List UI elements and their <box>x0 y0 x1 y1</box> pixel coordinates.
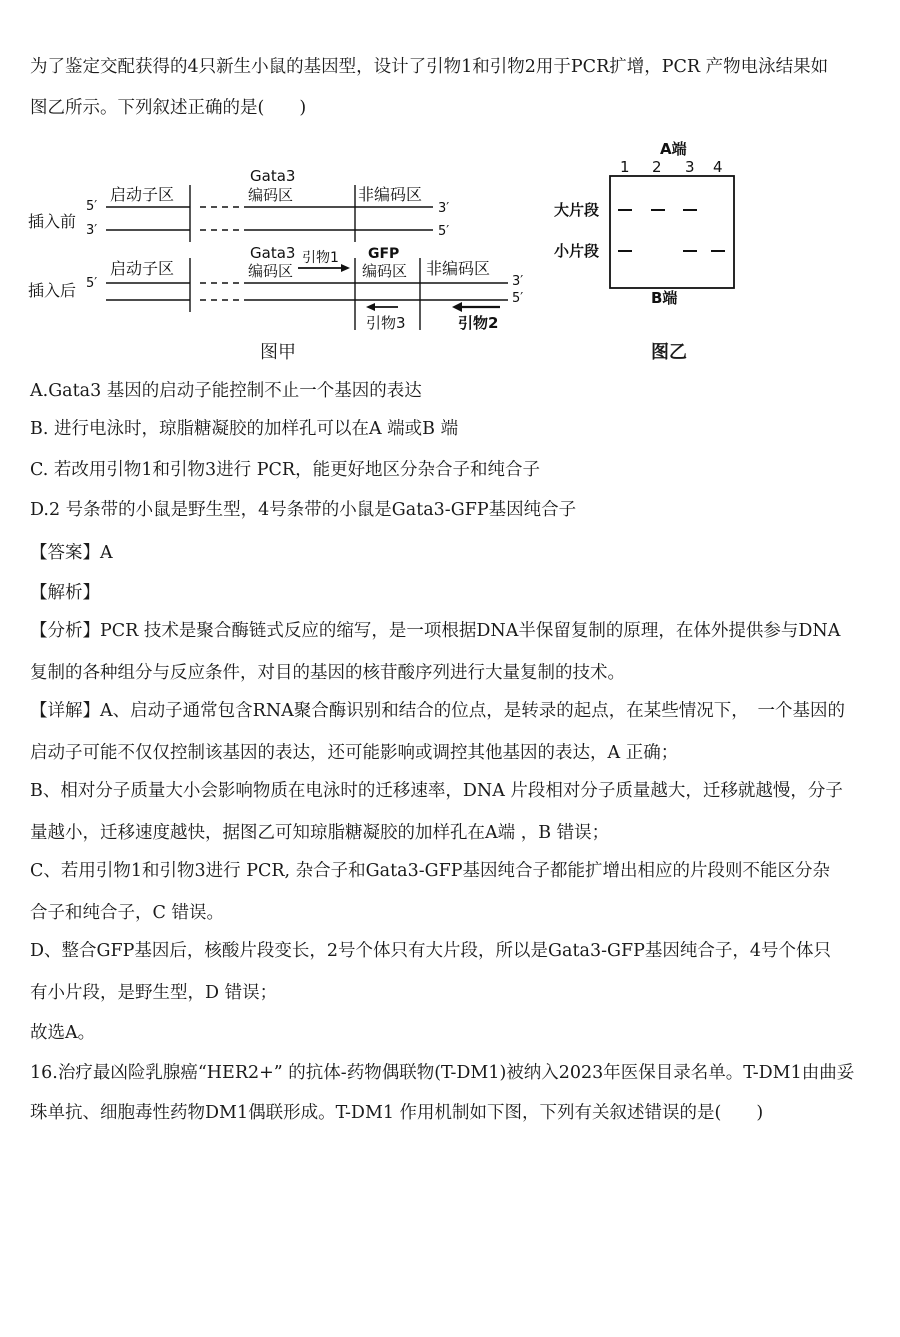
explanation-line-10: 有小片段，是野生型，D 错误； <box>30 983 278 1003</box>
answer-line: 【答案】A <box>30 543 113 563</box>
next-question-line-2: 珠单抗、细胞毒性药物DM1偶联形成。T-DM1 作用机制如下图，下列有关叙述错误的是( ) <box>30 1103 764 1123</box>
option-c: C. 若改用引物1和引物3进行 PCR，能更好地区分杂合子和纯合子 <box>30 460 541 480</box>
gata3-label-before-1: Gata3 <box>250 167 296 185</box>
explanation-line-3: 【详解】A、启动子通常包含RNA聚合酶识别和结合的位点，是转录的起点，在某些情况下， 一个基因的 <box>30 701 846 721</box>
five-prime-after-bottom: 5′ <box>512 291 524 306</box>
gfp-label-1: GFP <box>368 246 400 262</box>
explanation-line-8: 合子和纯合子，C 错误。 <box>30 903 224 923</box>
gata3-label-before-2: 编码区 <box>248 186 294 204</box>
promoter-label-after: 启动子区 <box>110 259 175 278</box>
primer3-label: 引物3 <box>366 314 406 332</box>
gel-top-label: A端 <box>660 140 687 158</box>
option-b: B. 进行电泳时，琼脂糖凝胶的加样孔可以在A 端或B 端 <box>30 419 459 439</box>
before-label: 插入前 <box>28 212 77 231</box>
noncoding-label-before: 非编码区 <box>358 185 423 204</box>
figure-a-caption: 图甲 <box>260 342 296 363</box>
three-prime-before-bottom: 3′ <box>86 223 98 238</box>
lane-1-label: 1 <box>620 158 630 176</box>
explanation-line-9: D、整合GFP基因后，核酸片段变长，2号个体只有大片段，所以是Gata3-GFP基因纯合子，4号个体只 <box>30 941 832 961</box>
explanation-line-6: 量越小，迁移速度越快，据图乙可知琼脂糖凝胶的加样孔在A端 ，B 错误； <box>30 823 610 843</box>
three-prime-before-top: 3′ <box>438 201 450 216</box>
explanation-line-5: B、相对分子质量大小会影响物质在电泳时的迁移速率，DNA 片段相对分子质量越大，迁移就越慢，分子 <box>30 781 843 801</box>
explanation-line-1: 【分析】PCR 技术是聚合酶链式反应的缩写，是一项根据DNA半保留复制的原理，在体外提供参与DNA <box>30 621 841 641</box>
explanation-line-7: C、若用引物1和引物3进行 PCR, 杂合子和Gata3-GFP基因纯合子都能扩增出相应的片段则不能区分杂 <box>30 861 831 881</box>
question-line-1: 为了鉴定交配获得的4只新生小鼠的基因型，设计了引物1和引物2用于PCR扩增，PCR 产物电泳结果如 <box>30 57 829 77</box>
lane-4-label: 4 <box>713 158 723 176</box>
primer1-label: 引物1 <box>302 250 339 266</box>
promoter-label-before: 启动子区 <box>110 185 175 204</box>
gata3-label-after-1: Gata3 <box>250 244 296 262</box>
noncoding-label-after: 非编码区 <box>426 259 491 278</box>
figure-b-caption: 图乙 <box>651 342 687 363</box>
option-a: A.Gata3 基因的启动子能控制不止一个基因的表达 <box>30 381 422 401</box>
question-line-2: 图乙所示。下列叙述正确的是( ) <box>30 98 307 118</box>
after-label: 插入后 <box>28 281 77 300</box>
big-fragment-label: 大片段 <box>554 201 600 219</box>
five-prime-after-top: 5′ <box>86 276 98 291</box>
small-fragment-label: 小片段 <box>554 242 600 260</box>
gata3-label-after-2: 编码区 <box>248 262 294 280</box>
five-prime-before-bottom: 5′ <box>438 224 450 239</box>
option-d: D.2 号条带的小鼠是野生型，4号条带的小鼠是Gata3-GFP基因纯合子 <box>30 500 577 520</box>
lane-2-label: 2 <box>652 158 662 176</box>
three-prime-after-top: 3′ <box>512 274 524 289</box>
lane-3-label: 3 <box>685 158 695 176</box>
figure-b-gel <box>548 138 748 318</box>
next-question-line-1: 16.治疗最凶险乳腺癌“HER2+” 的抗体-药物偶联物(T-DM1)被纳入2023年医保目录名单。T-DM1由曲妥 <box>30 1063 855 1083</box>
explanation-line-4: 启动子可能不仅仅控制该基因的表达，还可能影响或调控其他基因的表达，A 正确； <box>30 743 679 763</box>
analysis-header: 【解析】 <box>30 583 100 603</box>
figure-a-diagram <box>28 150 538 340</box>
explanation-line-2: 复制的各种组分与反应条件，对目的基因的核苷酸序列进行大量复制的技术。 <box>30 663 625 683</box>
gel-bottom-label: B端 <box>651 289 678 307</box>
gfp-label-2: 编码区 <box>362 262 408 280</box>
primer2-label: 引物2 <box>458 314 499 332</box>
five-prime-before-top: 5′ <box>86 199 98 214</box>
explanation-line-11: 故选A。 <box>30 1023 96 1043</box>
